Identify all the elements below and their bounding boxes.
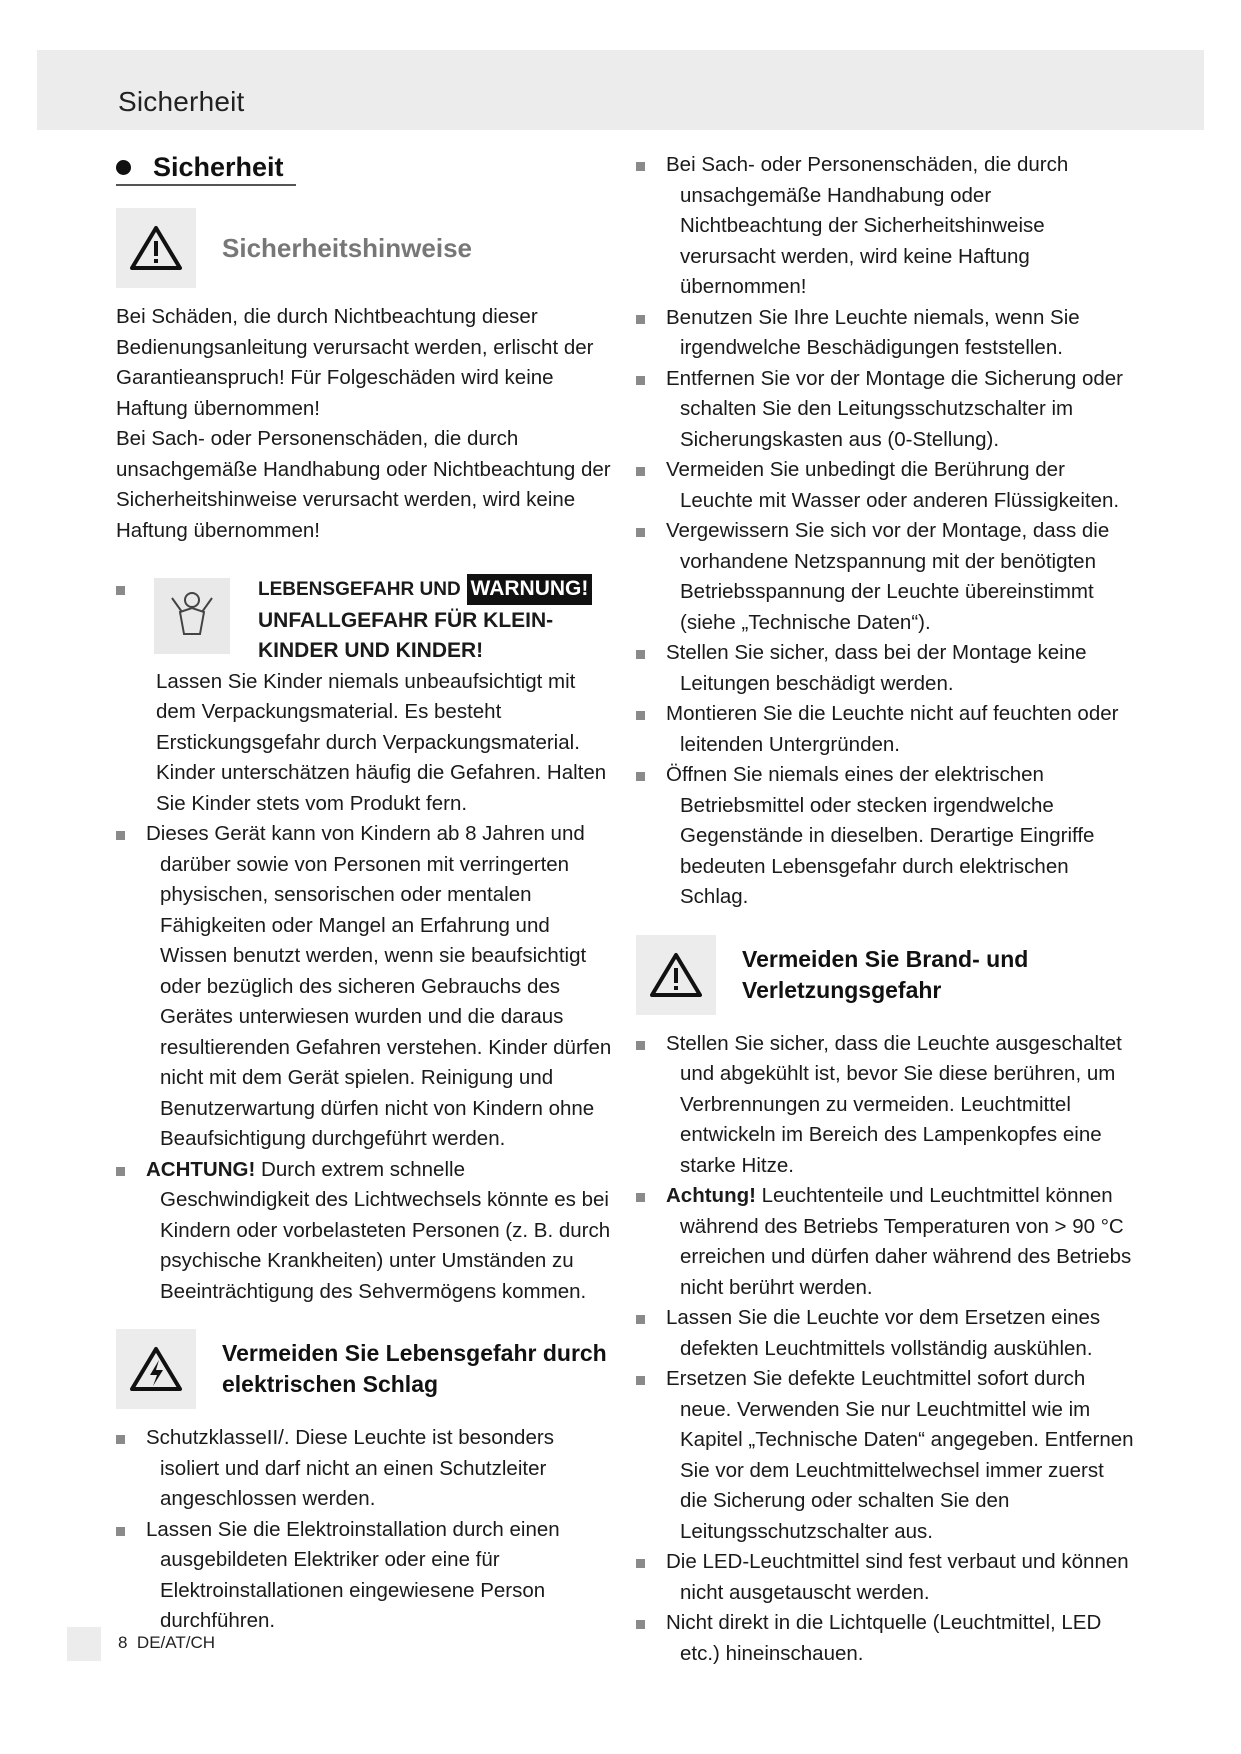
list-bullet-icon	[116, 1167, 125, 1176]
section-heading	[116, 150, 616, 184]
list-item	[636, 1181, 1136, 1303]
list-bullet-icon	[636, 1376, 645, 1385]
intro-paragraph-1: Bei Schäden, die durch Nichtbeachtung dieser Bedienungsanleitung verursacht werden, erlischt der Garantieanspruch! Für Folgeschäden wird keine Haftung übernommen!	[116, 305, 594, 420]
achtung-text: Leuchtenteile und Leuchtmittel können während des Betriebs Temperaturen von > 90 °C erreichen und dürfen daher während des Betriebs nicht berührt werden.	[680, 1184, 1132, 1299]
list-bullet-icon	[636, 1041, 645, 1050]
page-footer	[118, 1633, 215, 1653]
list-bullet-icon	[116, 1435, 125, 1444]
section-underline	[116, 184, 296, 186]
list-item: Montieren Sie die Leuchte nicht auf feuchten oder leitenden Untergründen.	[636, 699, 1136, 760]
page-header-title: Sicherheit	[118, 86, 245, 117]
list-item: Entfernen Sie vor der Montage die Sicherung oder schalten Sie den Leitungsschutzschalter im Sicherungskasten aus (0-Stellung).	[636, 364, 1136, 456]
list-item: Vergewissern Sie sich vor der Montage, dass die vorhandene Netzspannung mit der benötigten Betriebsspannung der Leuchte übereinstimmt (siehe „Technische Daten“).	[636, 516, 1136, 638]
list-item: Nicht direkt in die Lichtquelle (Leuchtmittel, LED etc.) hineinschauen.	[636, 1608, 1136, 1669]
list-item: Stellen Sie sicher, dass bei der Montage keine Leitungen beschädigt werden.	[636, 638, 1136, 699]
achtung-label: ACHTUNG!	[146, 1157, 256, 1181]
achtung-label: Achtung!	[666, 1184, 756, 1207]
section-title: Sicherheit	[153, 151, 284, 182]
list-bullet-icon	[636, 376, 645, 385]
list-bullet-icon	[636, 467, 645, 476]
right-column	[636, 150, 1136, 1669]
list-item: Vermeiden Sie unbedingt die Berührung der Leuchte mit Wasser oder anderen Flüssigkeiten.	[636, 455, 1136, 516]
intro-paragraph-2: Bei Sach- oder Personenschäden, die durch unsachgemäße Handhabung oder Nichtbeachtung der Sicherheitshinweise verursacht werden, wird keine Haftung übernommen!	[116, 427, 611, 542]
list-bullet-icon	[116, 586, 125, 595]
list-item: Ersetzen Sie defekte Leuchtmittel sofort durch neue. Verwenden Sie nur Leuchtmittel wie im Kapitel „Technische Daten“ angegeben. Entfernen Sie vor dem Leuchtmittelwechsel immer zuerst die Sicherung oder schalten Sie den Leitungsschutzschalter aus.	[636, 1364, 1136, 1547]
list-bullet-icon	[636, 1620, 645, 1629]
warning-triangle-icon	[116, 208, 196, 288]
achtung-text: Durch extrem schnelle Geschwindigkeit des Lichtwechsels könnte es bei Kindern oder vorbelasteten Personen (z. B. durch psychische Krankheiten) unter Umständen zu Beeinträchtigung des Sehvermögens kommen.	[160, 1157, 611, 1303]
list-item: SchutzklasseII/. Diese Leuchte ist besonders isoliert und darf nicht an einen Schutzleiter angeschlossen werden.	[116, 1423, 616, 1515]
bullet-dot-icon	[116, 160, 131, 175]
electric-heading	[116, 1329, 616, 1409]
list-item: Lassen Sie die Leuchte vor dem Ersetzen eines defekten Leuchtmittels vollständig auskühlen.	[636, 1303, 1136, 1364]
list-bullet-icon	[636, 711, 645, 720]
list-item: Dieses Gerät kann von Kindern ab 8 Jahren und darüber sowie von Personen mit verringerten physischen, sensorischen oder mentalen Fähigkeiten oder Mangel an Erfahrung und Wissen benutzt werden, wenn sie beaufsichtigt oder bezüglich des sicheren Gebrauchs des Gerätes unterwiesen wurden und die daraus resultierenden Gefahren verstehen. Kinder dürfen nicht mit dem Gerät spielen. Reinigung und Benutzerwartung dürfen nicht von Kindern ohne Beaufsichtigung durchgeführt werden.	[116, 819, 616, 1155]
footer-marker	[67, 1627, 101, 1661]
list-bullet-icon	[116, 1527, 125, 1536]
left-bullet-list-2	[116, 1423, 616, 1637]
list-bullet-icon	[636, 162, 645, 171]
locale-label: DE/AT/CH	[136, 1633, 215, 1652]
fire-title: Vermeiden Sie Brand- und Verletzungsgefahr	[742, 945, 1029, 1003]
hinweise-title: Sicherheitshinweise	[222, 232, 472, 263]
list-bullet-icon	[636, 772, 645, 781]
page-number: 8	[118, 1633, 128, 1652]
hinweise-heading	[116, 208, 616, 288]
child-warning-block	[116, 574, 616, 819]
list-item: Benutzen Sie Ihre Leuchte niemals, wenn Sie irgendwelche Beschädigungen feststellen.	[636, 303, 1136, 364]
list-item	[116, 1155, 616, 1308]
list-bullet-icon	[636, 1559, 645, 1568]
child-warning-subhead: UNFALLGEFAHR FÜR KLEIN-KINDER UND KINDER!	[258, 608, 554, 662]
child-warning-label: LEBENSGEFAHR UND	[258, 579, 461, 600]
list-item: Stellen Sie sicher, dass die Leuchte ausgeschaltet und abgekühlt ist, bevor Sie diese berühren, um Verbrennungen zu vermeiden. Leuchtmittel entwickeln im Bereich des Lampenkopfes eine starke Hitze.	[636, 1029, 1136, 1182]
list-item: Die LED-Leuchtmittel sind fest verbaut und können nicht ausgetauscht werden.	[636, 1547, 1136, 1608]
right-bullet-list-bottom	[636, 1029, 1136, 1670]
warning-badge: WARNUNG!	[467, 574, 593, 605]
left-bullet-list	[116, 819, 616, 1307]
fire-heading	[636, 935, 1136, 1015]
electric-title: Vermeiden Sie Lebensgefahr durch elektrischen Schlag	[222, 1340, 607, 1397]
list-item: Bei Sach- oder Personenschäden, die durch unsachgemäße Handhabung oder Nichtbeachtung der Sicherheitshinweise verursacht werden, wird keine Haftung übernommen!	[636, 150, 1136, 303]
left-column	[116, 150, 616, 1637]
list-item: Öffnen Sie niemals eines der elektrischen Betriebsmittel oder stecken irgendwelche Gegenstände in dieselben. Derartige Eingriffe bedeuten Lebensgefahr durch elektrischen Schlag.	[636, 760, 1136, 913]
list-item: Lassen Sie die Elektroinstallation durch einen ausgebildeten Elektriker oder eine für Elektroinstallationen eingewiesene Person durchführen.	[116, 1515, 616, 1637]
child-danger-icon	[154, 578, 230, 654]
right-bullet-list-top	[636, 150, 1136, 913]
warning-triangle-icon	[636, 935, 716, 1015]
list-bullet-icon	[116, 831, 125, 840]
list-bullet-icon	[636, 650, 645, 659]
list-bullet-icon	[636, 1315, 645, 1324]
child-warning-text: Lassen Sie Kinder niemals unbeaufsichtigt mit dem Verpackungsmaterial. Es besteht Erstickungsgefahr durch Verpackungsmaterial. Kinder unterschätzen häufig die Gefahren. Halten Sie Kinder stets vom Produkt fern.	[156, 669, 607, 815]
list-bullet-icon	[636, 315, 645, 324]
electric-shock-icon	[116, 1329, 196, 1409]
list-bullet-icon	[636, 1193, 645, 1202]
list-bullet-icon	[636, 528, 645, 537]
